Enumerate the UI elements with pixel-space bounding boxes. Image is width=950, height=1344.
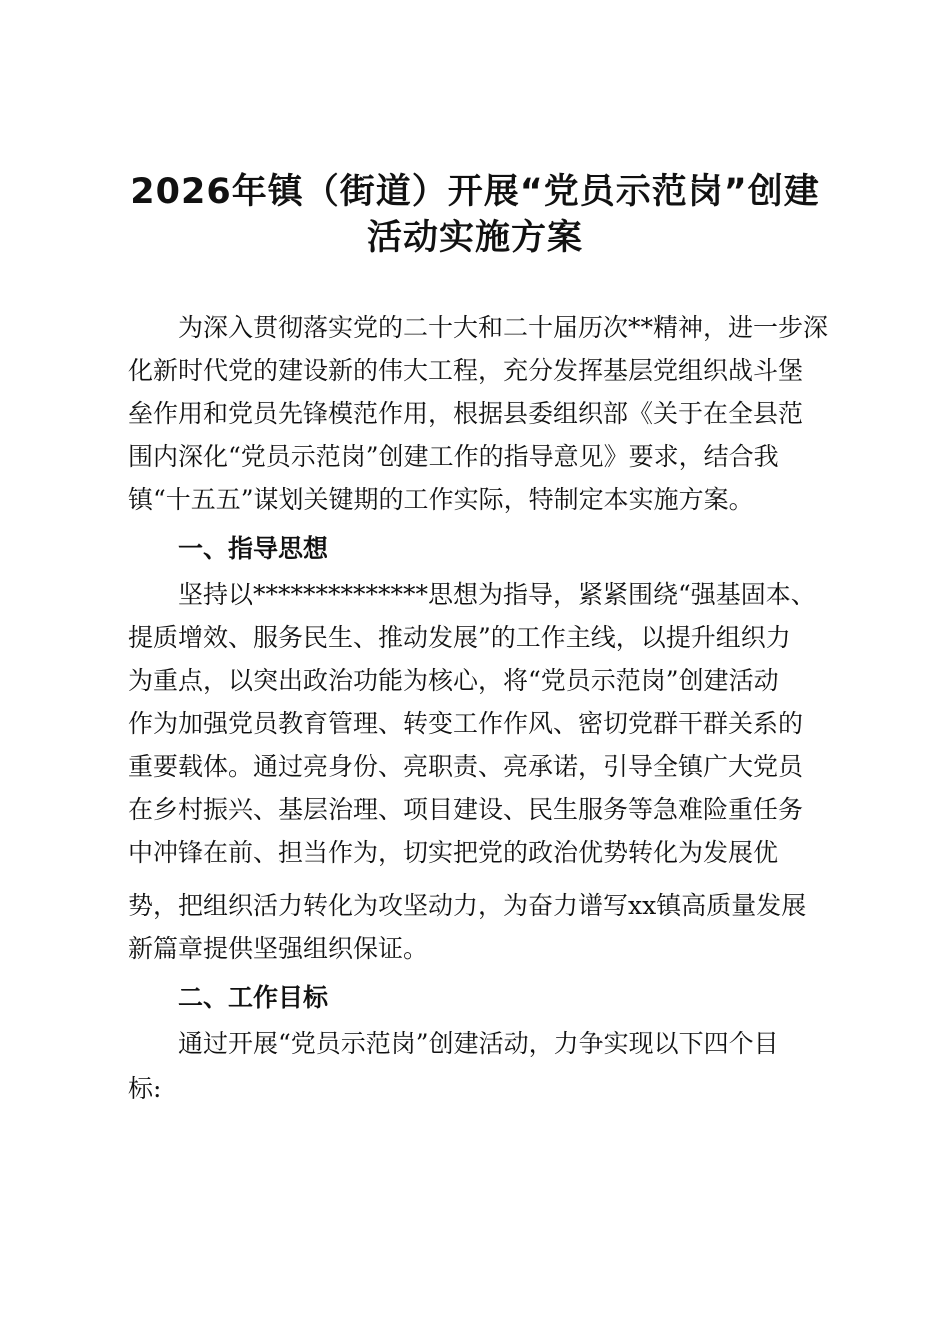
paragraph-line: 提质增效、服务民生、推动发展”的工作主线，以提升组织力 (128, 623, 791, 652)
intro-line: 垒作用和党员先锋模范作用，根据县委组织部《关于在全县范 (128, 399, 804, 428)
document-title-line-1: 2026年镇（街道）开展“党员示范岗”创建 (130, 172, 820, 212)
intro-line: 镇“十五五”谋划关键期的工作实际，特制定本实施方案。 (128, 485, 754, 514)
paragraph-line: 坚持以**************思想为指导，紧紧围绕“强基固本、 (128, 580, 816, 609)
paragraph-line: 中冲锋在前、担当作为，切实把党的政治优势转化为发展优 (128, 838, 779, 867)
document-title-line-2: 活动实施方案 (366, 218, 583, 258)
intro-line: 化新时代党的建设新的伟大工程，充分发挥基层党组织战斗堡 (128, 356, 804, 385)
paragraph-line: 新篇章提供坚强组织保证。 (128, 934, 429, 963)
section-heading-work-goals: 二、工作目标 (128, 983, 329, 1012)
intro-line: 围内深化“党员示范岗”创建工作的指导意见》要求，结合我 (128, 442, 779, 471)
paragraph-line: 在乡村振兴、基层治理、项目建设、民生服务等急难险重任务 (128, 795, 804, 824)
paragraph-line: 为重点，以突出政治功能为核心，将“党员示范岗”创建活动 (128, 666, 779, 695)
section-heading-guiding-ideology: 一、指导思想 (128, 534, 329, 563)
paragraph-line: 势，把组织活力转化为攻坚动力，为奋力谱写xx镇高质量发展 (128, 891, 807, 920)
intro-line: 为深入贯彻落实党的二十大和二十届历次**精神，进一步深 (128, 313, 829, 342)
paragraph-line: 重要载体。通过亮身份、亮职责、亮承诺，引导全镇广大党员 (128, 752, 804, 781)
paragraph-line: 作为加强党员教育管理、转变工作作风、密切党群干群关系的 (128, 709, 804, 738)
paragraph-line: 标: (128, 1074, 162, 1103)
paragraph-line: 通过开展“党员示范岗”创建活动，力争实现以下四个目 (128, 1029, 779, 1058)
